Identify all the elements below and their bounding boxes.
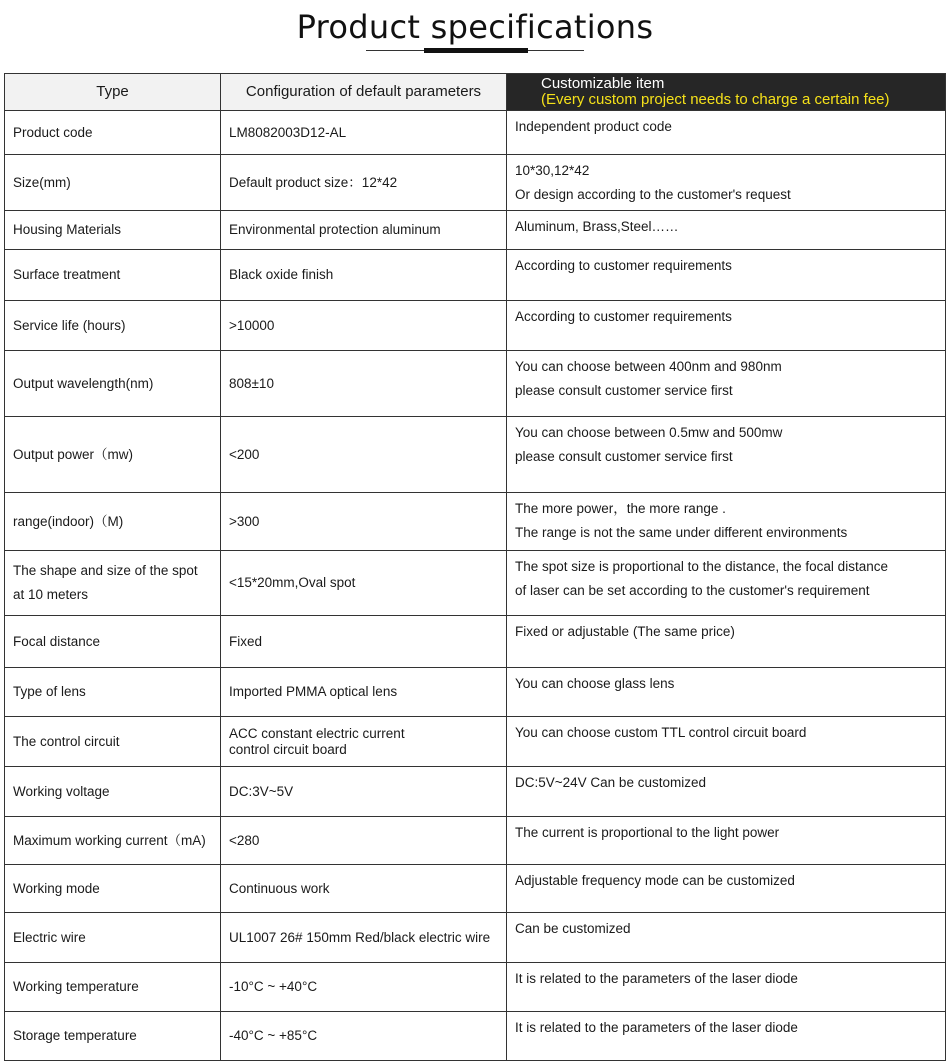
table-row [5,155,946,211]
cell-type: Working mode [5,865,221,913]
header-custom-label: Customizable item [541,75,665,92]
cell-custom [507,417,946,493]
cell-default-line: >10000 [229,317,275,333]
cell-custom [507,913,946,963]
cell-default [221,913,507,963]
cell-default-line: -10°C ~ +40°C [229,979,318,994]
cell-custom-line-2: Or design according to the customer's request [515,187,791,202]
cell-custom [507,717,946,767]
cell-default [221,111,507,155]
cell-custom-line: It is related to the parameters of the laser diode [515,971,798,986]
cell-default-line: >300 [229,513,260,529]
cell-default-line-2: control circuit board [229,741,347,757]
title-underline-thick [424,48,528,53]
cell-custom-line: The more power，the more range . [515,501,726,516]
cell-default-line: <280 [229,832,260,848]
cell-default [221,668,507,717]
cell-default-line: DC:3V~5V [229,783,294,799]
cell-default [221,417,507,493]
cell-custom-line: You can choose glass lens [515,676,675,691]
cell-type: Output wavelength(nm) [5,351,221,417]
header-custom-fee-note: (Every custom project needs to charge a certain fee) [541,91,890,108]
cell-custom-line: Aluminum, Brass,Steel…… [515,219,679,234]
cell-type: Housing Materials [5,211,221,250]
cell-default [221,865,507,913]
cell-type: The control circuit [5,717,221,767]
table-row [5,351,946,417]
cell-custom-line: 10*30,12*42 [515,163,590,178]
page-title: Product specifications [296,8,654,46]
cell-custom [507,1012,946,1061]
cell-custom-line: You can choose custom TTL control circuit board [515,725,807,740]
cell-type: The shape and size of the spot at 10 meters [5,551,221,616]
cell-custom [507,493,946,551]
table-row [5,913,946,963]
cell-custom-line: Can be customized [515,921,631,936]
cell-type: Working temperature [5,963,221,1012]
table-row [5,717,946,767]
table-row [5,211,946,250]
cell-default-line: <200 [229,446,260,462]
cell-default [221,551,507,616]
cell-default-line: <15*20mm,Oval spot [229,575,356,590]
cell-custom-line-2: please consult customer service first [515,383,733,398]
cell-default-line: Default product size：12*42 [229,174,398,190]
cell-custom [507,250,946,301]
table-row [5,551,946,616]
cell-type: Output power（mw) [5,417,221,493]
spec-table [4,73,946,1061]
table-row [5,668,946,717]
table-row [5,865,946,913]
cell-type: Focal distance [5,616,221,668]
cell-default [221,301,507,351]
cell-default [221,211,507,250]
cell-custom [507,211,946,250]
cell-type: Maximum working current（mA) [5,817,221,865]
cell-default-line: UL1007 26# 150mm Red/black electric wire [229,929,491,945]
cell-default-line: -40°C ~ +85°C [229,1028,318,1043]
table-row [5,301,946,351]
table-row [5,111,946,155]
cell-type: range(indoor)（M) [5,493,221,551]
cell-custom-line: You can choose between 400nm and 980nm [515,359,782,374]
cell-default-line: Imported PMMA optical lens [229,684,398,699]
table-row [5,250,946,301]
title-area [0,0,950,72]
cell-custom-line: According to customer requirements [515,309,732,324]
cell-default [221,616,507,668]
cell-default [221,717,507,767]
cell-custom-line: The current is proportional to the light power [515,825,780,840]
cell-custom-line-2: The range is not the same under different environments [515,525,848,540]
header-type: Type [5,74,221,111]
cell-custom-line: You can choose between 0.5mw and 500mw [515,425,783,440]
cell-custom [507,767,946,817]
cell-default [221,963,507,1012]
cell-custom-line-2: please consult customer service first [515,449,733,464]
cell-default [221,493,507,551]
cell-custom [507,351,946,417]
cell-custom [507,668,946,717]
cell-custom [507,111,946,155]
cell-type: Size(mm) [5,155,221,211]
cell-type: Product code [5,111,221,155]
header-custom [507,74,946,111]
table-row [5,963,946,1012]
cell-custom [507,301,946,351]
cell-default [221,817,507,865]
cell-custom [507,155,946,211]
cell-type: Storage temperature [5,1012,221,1061]
cell-custom-line: DC:5V~24V Can be customized [515,775,706,790]
cell-default-line: Black oxide finish [229,267,334,282]
cell-custom [507,817,946,865]
cell-custom-line: It is related to the parameters of the laser diode [515,1020,798,1035]
table-row [5,817,946,865]
header-default: Configuration of default parameters [221,74,507,111]
table-row [5,767,946,817]
cell-default [221,767,507,817]
cell-type: Working voltage [5,767,221,817]
cell-custom-line: Adjustable frequency mode can be customized [515,873,795,888]
cell-type: Type of lens [5,668,221,717]
cell-default-line: LM8082003D12-AL [229,124,347,140]
cell-default-line: Environmental protection aluminum [229,222,441,237]
cell-type: Surface treatment [5,250,221,301]
cell-default [221,250,507,301]
cell-custom [507,963,946,1012]
table-row [5,616,946,668]
cell-default [221,155,507,211]
cell-default-line: 808±10 [229,375,274,391]
cell-custom [507,551,946,616]
table-header-row [5,74,946,111]
cell-custom-line: The spot size is proportional to the distance, the focal distance [515,559,888,574]
cell-custom-line: According to customer requirements [515,258,732,273]
cell-default [221,351,507,417]
table-row [5,417,946,493]
cell-custom-line: Fixed or adjustable (The same price) [515,624,735,639]
cell-default-line: ACC constant electric current [229,725,405,741]
cell-custom-line: Independent product code [515,119,672,134]
cell-custom [507,865,946,913]
cell-default [221,1012,507,1061]
table-row [5,1012,946,1061]
cell-type: Service life (hours) [5,301,221,351]
cell-custom [507,616,946,668]
cell-type: Electric wire [5,913,221,963]
cell-default-line: Fixed [229,633,263,649]
table-row [5,493,946,551]
cell-default-line: Continuous work [229,880,330,896]
cell-custom-line-2: of laser can be set according to the customer's requirement [515,583,870,598]
